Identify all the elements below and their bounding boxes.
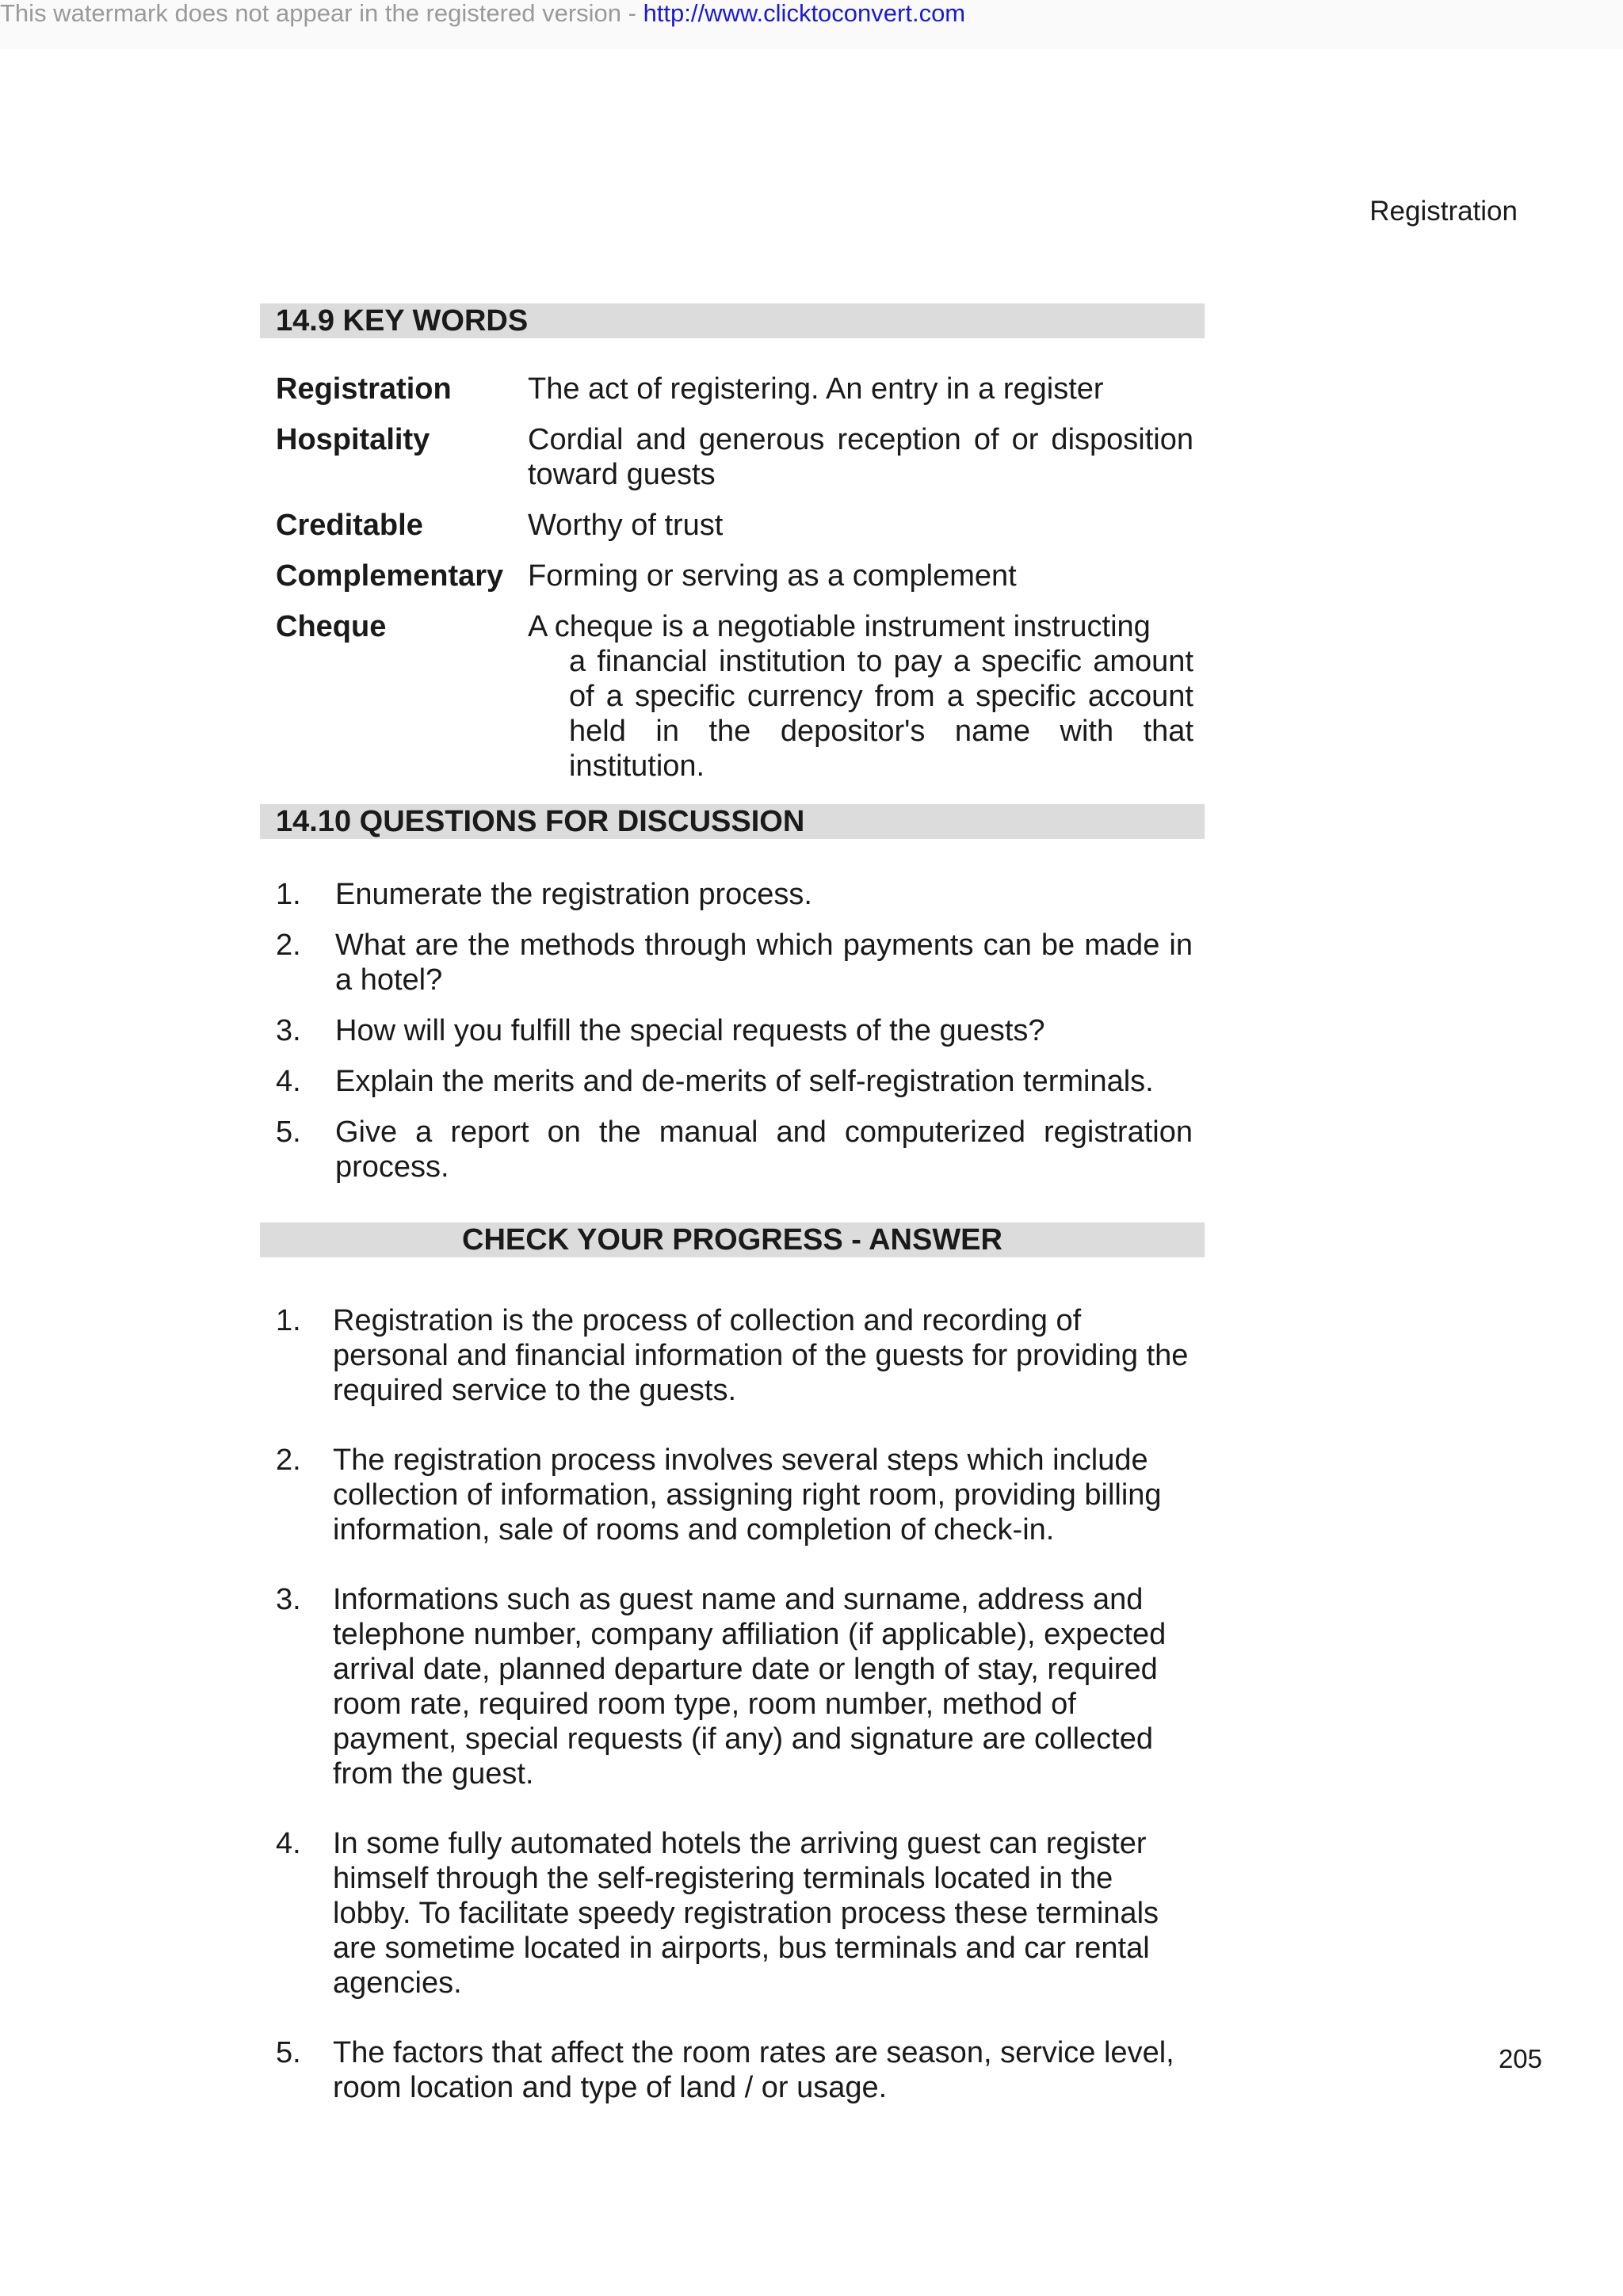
questions-list [260, 877, 1205, 1184]
text-line: information, sale of rooms and completion of check-in. [333, 1513, 1055, 1547]
text-line: lobby. To facilitate speedy registration process these terminals [333, 1897, 1159, 1930]
item-number: 4. [276, 1065, 301, 1098]
keyword-definition: Worthy of trust [528, 509, 724, 542]
keyword-definition: The act of registering. An entry in a register [528, 372, 1104, 406]
item-text: Give a report on the manual and computerized registration process. [335, 1116, 1193, 1184]
definition-line: a financial institution to pay a specific amount of a specific currency from a specific account held in the depositor's name with that institution. [569, 645, 1193, 783]
list-item [260, 1115, 1205, 1184]
questions-heading: 14.10 QUESTIONS FOR DISCUSSION [260, 804, 1205, 839]
list-item [260, 2035, 1205, 2105]
list-item [260, 1443, 1205, 1547]
answers-list [260, 1303, 1205, 2105]
list-item [260, 1303, 1205, 1408]
item-text [333, 1303, 1193, 1408]
keyword-definition: Cordial and generous reception of or disposition toward guests [528, 423, 1193, 491]
item-number: 5. [276, 1116, 301, 1149]
text-line: required service to the guests. [333, 1374, 737, 1407]
item-text: How will you fulfill the special requests of the guests? [335, 1014, 1045, 1047]
text-line: Registration is the process of collection and recording of [333, 1304, 1082, 1337]
keyword-definition [528, 609, 1193, 784]
list-item [260, 1013, 1205, 1048]
item-text: What are the methods through which payments can be made in a hotel? [335, 929, 1193, 997]
answers-heading: CHECK YOUR PROGRESS - ANSWER [260, 1222, 1205, 1257]
list-item [260, 928, 1205, 997]
item-number: 2. [276, 929, 301, 962]
item-number: 1. [276, 1304, 301, 1337]
text-line: agencies. [333, 1966, 462, 2000]
watermark-banner [0, 0, 1623, 49]
text-line: In some fully automated hotels the arriving guest can register [333, 1827, 1147, 1860]
page-content [260, 303, 1205, 2140]
list-item [260, 1826, 1205, 2000]
text-line: personal and financial information of the guests for providing the [333, 1339, 1189, 1372]
keyword-row [260, 609, 1205, 784]
key-words-table [260, 372, 1205, 784]
item-text [333, 1826, 1193, 2000]
item-text: Explain the merits and de-merits of self-registration terminals. [335, 1065, 1154, 1098]
item-number: 1. [276, 878, 301, 911]
text-line: room location and type of land / or usage. [333, 2071, 888, 2104]
keyword-term: Registration [276, 372, 452, 406]
item-text: Enumerate the registration process. [335, 878, 812, 911]
text-line: telephone number, company affiliation (if applicable), expected [333, 1618, 1167, 1651]
item-number: 4. [276, 1827, 301, 1860]
text-line: payment, special requests (if any) and signature are collected [333, 1722, 1153, 1756]
text-line: Informations such as guest name and surname, address and [333, 1583, 1144, 1616]
keyword-row [260, 508, 1205, 543]
definition-line: A cheque is a negotiable instrument instructing [528, 610, 1151, 643]
item-text [333, 1443, 1193, 1547]
text-line: room rate, required room type, room number, method of [333, 1688, 1076, 1721]
keyword-term: Cheque [276, 610, 387, 643]
item-number: 5. [276, 2036, 301, 2069]
text-line: arrival date, planned departure date or length of stay, required [333, 1653, 1158, 1686]
keyword-definition: Forming or serving as a complement [528, 559, 1017, 593]
item-number: 3. [276, 1014, 301, 1047]
key-words-heading: 14.9 KEY WORDS [260, 303, 1205, 338]
item-text [333, 2035, 1193, 2105]
list-item [260, 1582, 1205, 1791]
text-line: himself through the self-registering terminals located in the [333, 1862, 1113, 1895]
page-number: 205 [1498, 2044, 1542, 2073]
text-line: from the guest. [333, 1757, 534, 1791]
list-item [260, 877, 1205, 912]
keyword-term: Complementary [276, 559, 504, 593]
list-item [260, 1064, 1205, 1099]
text-line: The registration process involves several steps which include [333, 1444, 1148, 1477]
text-line: are sometime located in airports, bus terminals and car rental [333, 1932, 1150, 1965]
item-text [333, 1582, 1193, 1791]
text-line: collection of information, assigning right room, providing billing [333, 1478, 1162, 1512]
running-header: Registration [1369, 196, 1518, 227]
keyword-term: Creditable [276, 509, 423, 542]
item-number: 2. [276, 1444, 301, 1477]
keyword-row [260, 559, 1205, 593]
watermark-text: This watermark does not appear in the registered version - [0, 0, 643, 27]
text-line: The factors that affect the room rates are season, service level, [333, 2036, 1174, 2069]
keyword-row [260, 372, 1205, 406]
item-number: 3. [276, 1583, 301, 1616]
keyword-term: Hospitality [276, 423, 430, 456]
watermark-link[interactable]: http://www.clicktoconvert.com [643, 0, 966, 27]
keyword-row [260, 422, 1205, 492]
